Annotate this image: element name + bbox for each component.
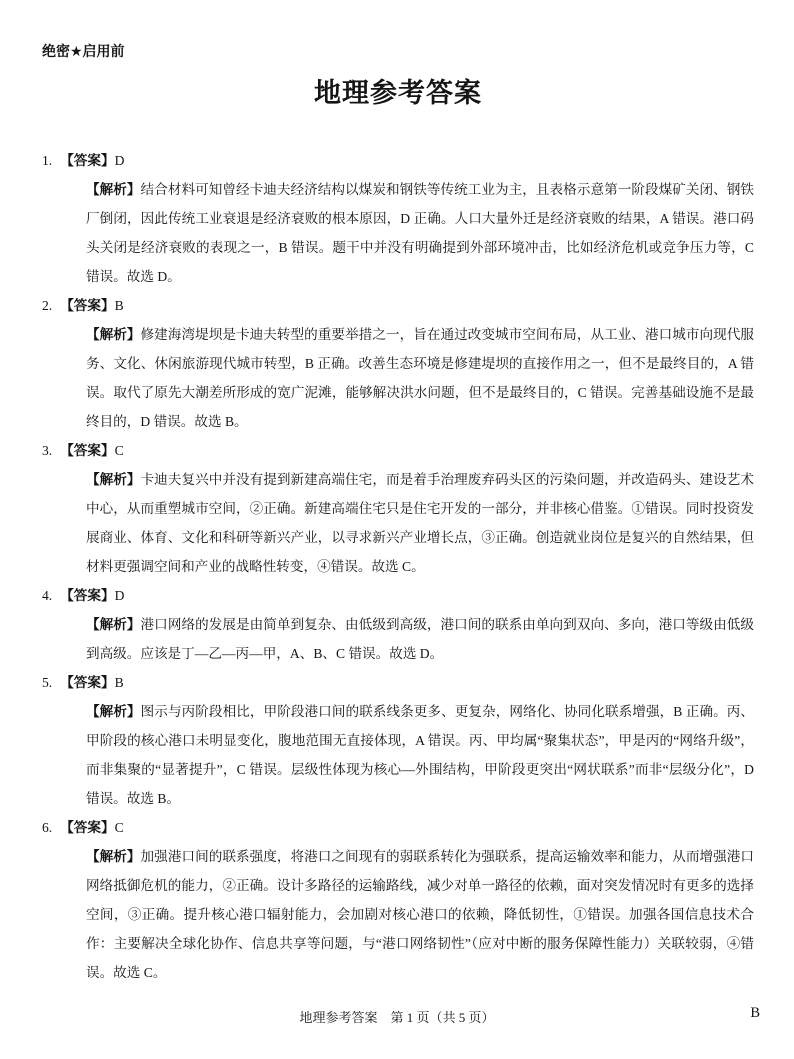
analysis-text: 卡迪夫复兴中并没有提到新建高端住宅，而是着手治理废弃码头区的污染问题，并改造码头、建设艺术中心，从而重塑城市空间，②正确。新建高端住宅只是住宅开发的一部分，并非核心借鉴。①错误。同时投资发展商业、体育、文化和科研等新兴产业，以寻求新兴产业增长点，③正确。创造就业岗位是复兴的自然结果，但材料更强调空间和产业的战略性转变，④错误。故选 C。 [86, 472, 755, 574]
answer-item-5 [42, 668, 755, 813]
question-number: 5. [42, 675, 53, 690]
answer-value: D [114, 153, 125, 168]
page-title: 地理参考答案 [314, 78, 482, 108]
footer-page-info: 地理参考答案 第 1 页（共 5 页） [299, 1010, 495, 1025]
answer-item-4 [42, 581, 755, 668]
analysis-text: 结合材料可知曾经卡迪夫经济结构以煤炭和钢铁等传统工业为主，且表格示意第一阶段煤矿关闭、钢铁厂倒闭，因此传统工业衰退是经济衰败的根本原因，D 正确。人口大量外迁是经济衰败的结果，A 错误。港口码头关闭是经济衰败的表现之一，B 错误。题干中并没有明确提到外部环境冲击，比如经济危机或竞争压力等，C 错误。故选 D。 [86, 182, 755, 284]
answer-line [42, 436, 754, 465]
analysis-paragraph [86, 842, 754, 987]
analysis-label: 【解析】 [86, 472, 141, 487]
answer-value: B [114, 298, 124, 313]
answer-label: 【答案】 [60, 298, 115, 313]
analysis-label: 【解析】 [86, 182, 141, 197]
answer-item-3 [42, 436, 755, 581]
analysis-text: 修建海湾堤坝是卡迪夫转型的重要举措之一，旨在通过改变城市空间布局，从工业、港口城市向现代服务、文化、休闲旅游现代城市转型，B 正确。改善生态环境是修建堤坝的直接作用之一，但不是最终目的，A 错误。取代了原先大潮差所形成的宽广泥滩，能够解决洪水问题，但不是最终目的，C 错误。完善基础设施不是最终目的，D 错误。故选 B。 [86, 327, 755, 429]
answer-item-1 [42, 146, 755, 291]
answer-label: 【答案】 [60, 588, 115, 603]
answer-line [42, 813, 754, 842]
answer-label: 【答案】 [60, 820, 115, 835]
answer-value: D [114, 588, 125, 603]
answer-line [42, 291, 754, 320]
analysis-paragraph [86, 465, 754, 581]
question-number: 1. [42, 153, 53, 168]
answer-line [42, 146, 754, 175]
answer-value: C [114, 820, 124, 835]
analysis-label: 【解析】 [86, 704, 141, 719]
analysis-paragraph [86, 320, 754, 436]
answer-line [42, 581, 754, 610]
answer-item-2 [42, 291, 755, 436]
analysis-label: 【解析】 [86, 617, 141, 632]
question-number: 2. [42, 298, 53, 313]
question-number: 6. [42, 820, 53, 835]
analysis-paragraph [86, 610, 754, 668]
footer-paper-type: B [750, 1005, 760, 1021]
question-number: 3. [42, 443, 53, 458]
answer-label: 【答案】 [60, 153, 115, 168]
answer-list [42, 146, 754, 987]
analysis-label: 【解析】 [86, 327, 141, 342]
analysis-label: 【解析】 [86, 849, 141, 864]
analysis-text: 港口网络的发展是由简单到复杂、由低级到高级，港口间的联系由单向到双向、多向，港口等级由低级到高级。应该是丁—乙—丙—甲，A、B、C 错误。故选 D。 [86, 617, 755, 661]
answer-label: 【答案】 [60, 443, 115, 458]
answer-value: C [114, 443, 124, 458]
answer-line [42, 668, 754, 697]
page-footer [0, 1007, 794, 1027]
question-number: 4. [42, 588, 53, 603]
analysis-paragraph [86, 697, 754, 813]
analysis-paragraph [86, 175, 754, 291]
analysis-text: 图示与丙阶段相比，甲阶段港口间的联系线条更多、更复杂，网络化、协同化联系增强，B 正确。丙、甲阶段的核心港口未明显变化，腹地范围无直接体现，A 错误。丙、甲均属“聚集状态”，甲是丙的“网络升级”，而非集聚的“显著提升”，C 错误。层级性体现为核心—外围结构，甲阶段更突出“网状联系”而非“层级分化”，D 错误。故选 B。 [86, 704, 755, 806]
analysis-text: 加强港口间的联系强度，将港口之间现有的弱联系转化为强联系，提高运输效率和能力，从而增强港口网络抵御危机的能力，②正确。设计多路径的运输路线，减少对单一路径的依赖，面对突发情况时有更多的选择空间，③正确。提升核心港口辐射能力，会加剧对核心港口的依赖，降低韧性，①错误。加强各国信息技术合作：主要解决全球化协作、信息共享等问题，与“港口网络韧性”（应对中断的服务保障性能力）关联较弱，④错误。故选 C。 [86, 849, 755, 980]
answer-value: B [114, 675, 124, 690]
answer-item-6 [42, 813, 755, 987]
classification-label: 绝密★启用前 [42, 43, 125, 59]
answer-label: 【答案】 [60, 675, 115, 690]
